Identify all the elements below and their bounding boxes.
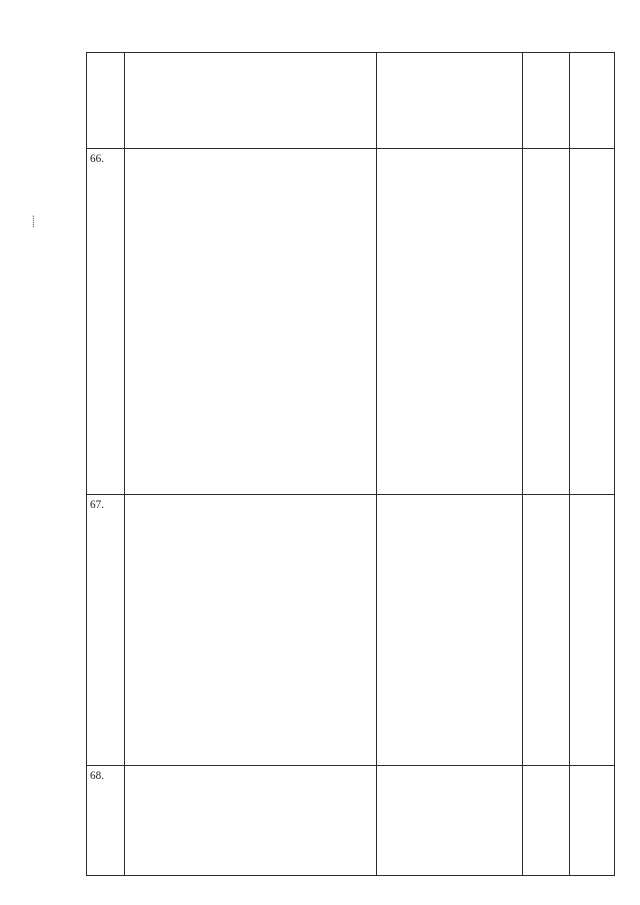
legal-reference-cell xyxy=(377,149,523,495)
question-cell xyxy=(125,495,377,766)
row-number: 68. xyxy=(87,766,125,876)
table-row-66 xyxy=(87,149,615,495)
legal-reference-cell xyxy=(377,53,523,149)
answer-cell xyxy=(523,495,570,766)
checklist-table xyxy=(86,52,615,876)
answer-cell xyxy=(523,766,570,876)
note-cell xyxy=(570,495,615,766)
note-cell xyxy=(570,53,615,149)
note-cell xyxy=(570,766,615,876)
question-cell xyxy=(125,53,377,149)
legal-reference-cell xyxy=(377,495,523,766)
row-number: 66. xyxy=(87,149,125,495)
answer-cell xyxy=(523,53,570,149)
scan-artifact-mark: ⸽ xyxy=(32,216,35,228)
row-number xyxy=(87,53,125,149)
question-cell xyxy=(125,149,377,495)
table-row-68 xyxy=(87,766,615,876)
answer-cell xyxy=(523,149,570,495)
legal-reference-cell xyxy=(377,766,523,876)
table-row-continuation xyxy=(87,53,615,149)
table-row-67 xyxy=(87,495,615,766)
note-cell xyxy=(570,149,615,495)
question-cell xyxy=(125,766,377,876)
row-number: 67. xyxy=(87,495,125,766)
